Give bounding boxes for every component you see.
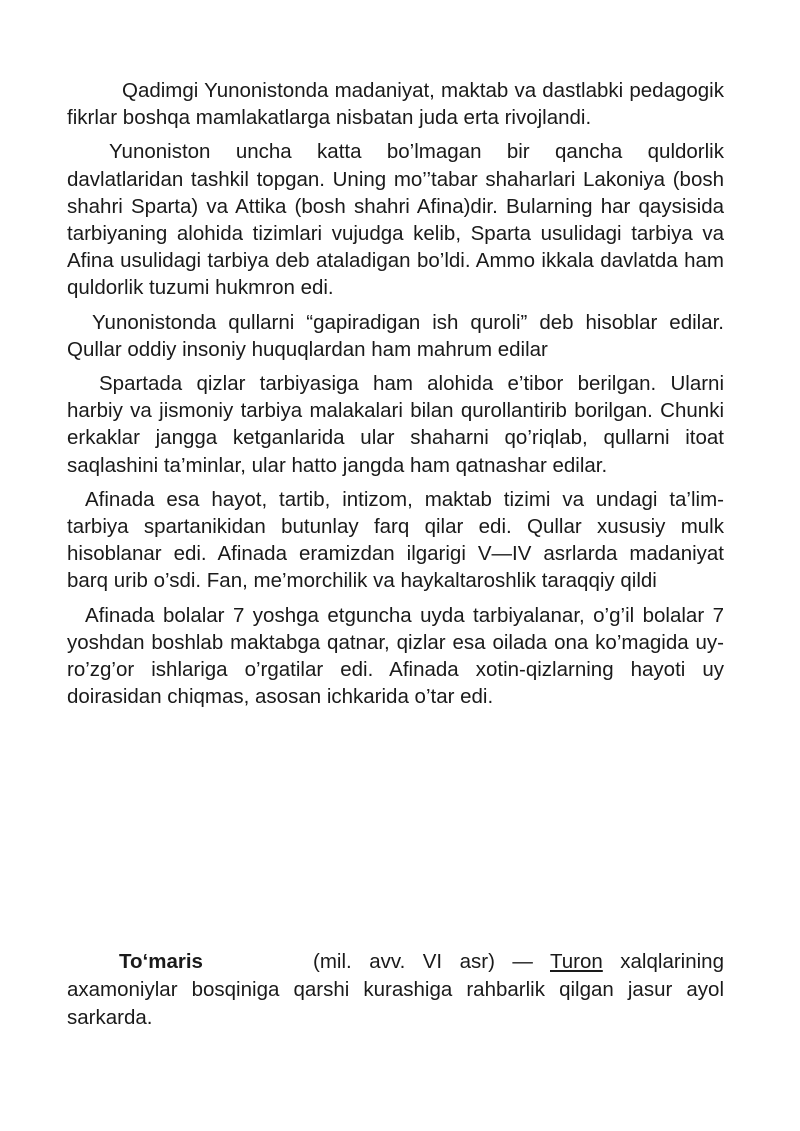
biography-note	[67, 948, 724, 1032]
main-text	[67, 77, 724, 717]
paragraph-6: Afinada bolalar 7 yoshga etguncha uyda tarbiyalanar, o’g’il bolalar 7 yoshdan boshlab maktabga qatnar, qizlar esa oilada ona ko’magida uy-ro’zg’or ishlariga o’rgatilar edi. Afinada xotin-qizlarning hayoti uy doirasidan chiqmas, asosan ichkarida o’tar edi.	[67, 603, 724, 709]
paragraph-4: Spartada qizlar tarbiyasiga ham alohida e’tibor berilgan. Ularni harbiy va jismoniy tarbiya malakalari bilan qurollantirib borilgan. Chunki erkaklar jangga ketganlarida ular shaharni qo’riqlab, qullarni itoat saqlashini ta’minlar, ular hatto jangda ham qatnashar edilar.	[67, 372, 724, 477]
paragraph-5: Afinada esa hayot, tartib, intizom, maktab tizimi va undagi ta’lim-tarbiya spartanikidan butunlay farq qilar edi. Qullar xususiy mulk hisoblanar edi. Afinada eramizdan ilgarigi V—IV asrlarda madaniyat barq urib o’sdi. Fan, me’morchilik va haykaltaroshlik taraqqiy qildi	[67, 487, 724, 593]
paragraph-2: Yunoniston uncha katta bo’lmagan bir qancha quldorlik davlatlaridan tashkil topgan. Uning mo’’tabar shaharlari Lakoniya (bosh shahri Sparta) va Attika (bosh shahri Afina)dir. Bularning har qaysisida tarbiyaning alohida tizimlari vujudga kelib, Sparta usulidagi tarbiya va Afina usulidagi tarbiya deb ataladigan bo’ldi. Ammo ikkala davlatda ham quldorlik tuzumi hukmron edi.	[67, 140, 724, 300]
paragraph-3: Yunonistonda qullarni “gapiradigan ish quroli” deb hisoblar edilar. Qullar oddiy insoniy huquqlardan ham mahrum edilar	[67, 310, 724, 361]
bio-dates: (mil. avv. VI asr) —	[313, 950, 550, 973]
turon-link[interactable]: Turon	[550, 950, 603, 973]
paragraph-1: Qadimgi Yunonistonda madaniyat, maktab va dastlabki pedagogik fikrlar boshqa mamlakatlarga nisbatan juda erta rivojlandi.	[67, 79, 724, 130]
bio-description: xalqlarining axamoniylar bosqiniga qarshi kurashiga rahbarlik qilgan jasur ayol sarkarda.	[67, 950, 724, 1029]
bio-name: To‘maris	[119, 950, 203, 973]
